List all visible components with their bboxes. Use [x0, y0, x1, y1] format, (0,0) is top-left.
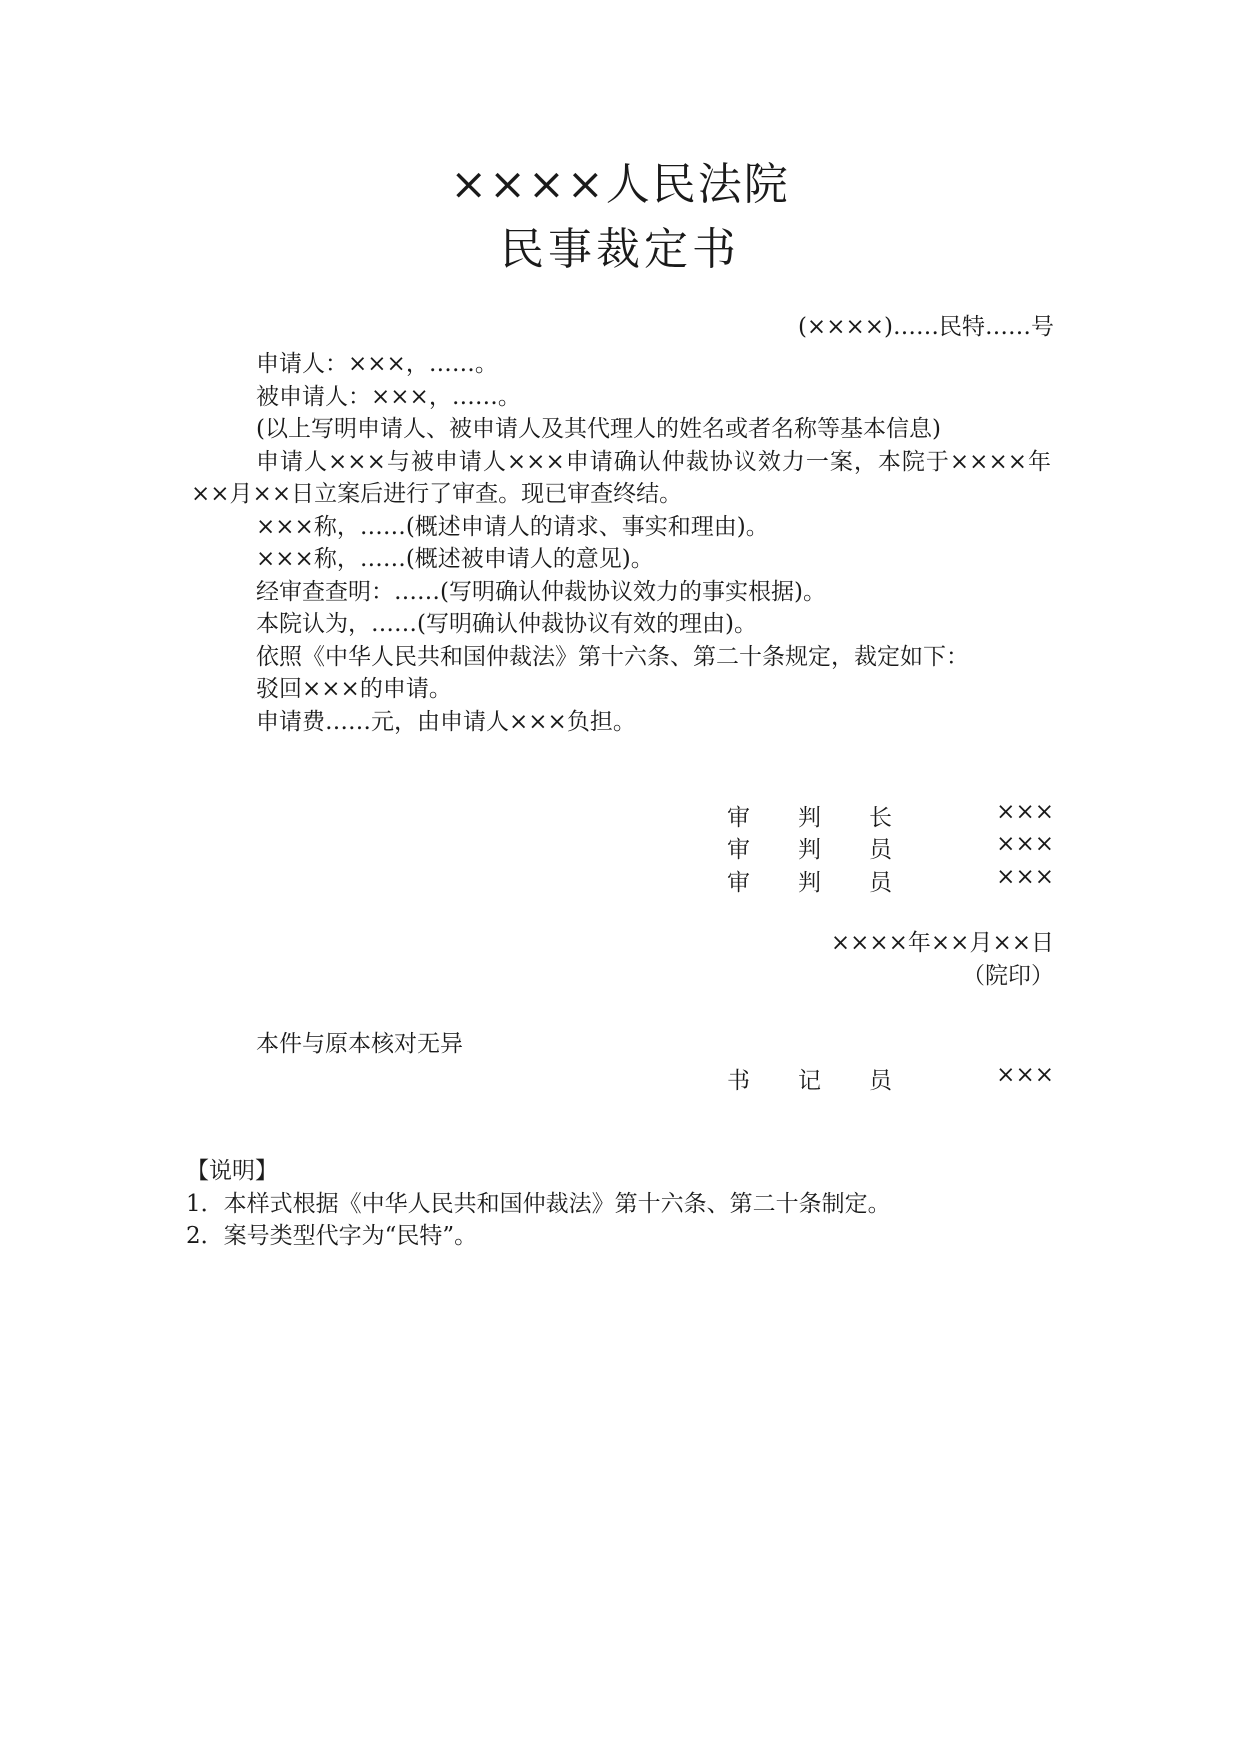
- paragraph-respondent: 被申请人：×××，……。: [256, 383, 521, 410]
- ruling-date: ××××年××月××日: [830, 930, 1054, 956]
- paragraph-case-intro: 申请人×××与被申请人×××申请确认仲裁协议效力一案，本院于××××年××月××日立案后进行了审查。现已审查终结。: [191, 448, 1051, 507]
- case-number: (××××)……民特……号: [797, 314, 1054, 340]
- document-title: 民事裁定书: [500, 224, 740, 275]
- signature-presiding-judge: [727, 799, 1054, 831]
- signature-name: ×××: [996, 864, 1054, 890]
- paragraph-legal-basis: 依照《中华人民共和国仲裁法》第十六条、第二十条规定，裁定如下：: [256, 643, 969, 670]
- paragraph-court-opinion: 本院认为，……(写明确认仲裁协议有效的理由)。: [256, 611, 757, 637]
- signature-role: 审 判 员: [727, 837, 892, 863]
- paragraph-respondent-opinion: ×××称，……(概述被申请人的意见)。: [256, 546, 654, 572]
- signature-role: 审 判 长: [727, 805, 892, 831]
- signature-judge: [727, 831, 1054, 863]
- paragraph-party-note: (以上写明申请人、被申请人及其代理人的姓名或者名称等基本信息): [256, 416, 941, 442]
- paragraph-fee: 申请费……元，由申请人×××负担。: [256, 708, 636, 735]
- signature-name: ×××: [996, 799, 1054, 825]
- signature-role: 书 记 员: [727, 1068, 892, 1094]
- verification-note: 本件与原本核对无异: [256, 1031, 463, 1057]
- court-name: ××××人民法院: [450, 159, 790, 210]
- signature-role: 审 判 员: [727, 870, 892, 896]
- note-item: 1．本样式根据《中华人民共和国仲裁法》第十六条、第二十条制定。: [186, 1190, 891, 1217]
- notes-heading: 【说明】: [186, 1158, 278, 1184]
- explanation-notes: [186, 1155, 891, 1253]
- paragraph-applicant-claim: ×××称，……(概述申请人的请求、事实和理由)。: [256, 513, 769, 540]
- signature-clerk: [727, 1062, 1054, 1094]
- paragraph-applicant: 申请人：×××，……。: [256, 351, 498, 377]
- paragraph-ruling: 驳回×××的申请。: [256, 676, 452, 702]
- document-body: [191, 348, 1051, 738]
- signature-judge: [727, 864, 1054, 896]
- signature-name: ×××: [996, 831, 1054, 857]
- paragraph-findings: 经审查查明：……(写明确认仲裁协议效力的事实根据)。: [256, 578, 826, 605]
- court-seal-note: （院印）: [962, 963, 1054, 989]
- signature-name: ×××: [996, 1062, 1054, 1088]
- note-item: 2．案号类型代字为“民特”。: [186, 1223, 478, 1249]
